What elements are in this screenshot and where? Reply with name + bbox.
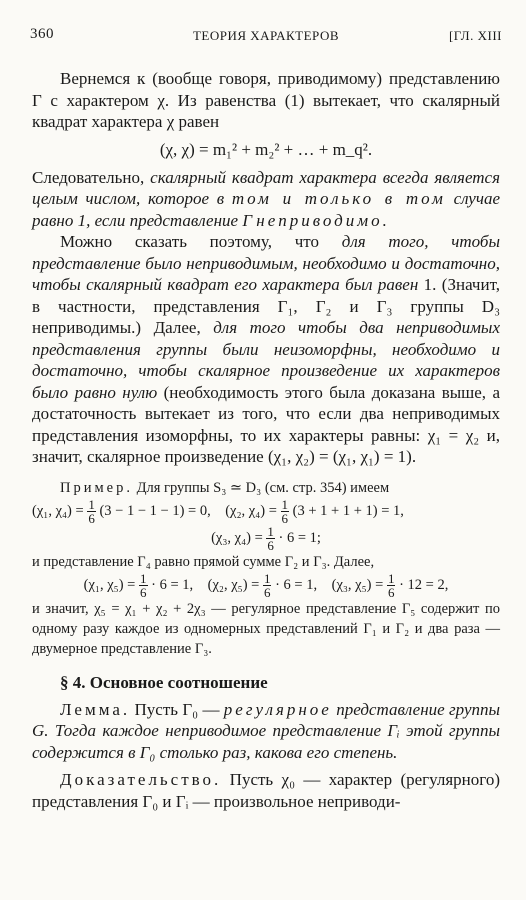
example-eq-row-1: (χ₁, χ₄) = $\frac{1}{6}$ (3 − 1 − 1 − 1) = 0, (χ₂, χ₄) = $\frac{1}{6}$ (3 + 1 + 1 + 1) = 1, (32, 496, 404, 526)
paragraph-3: Можно сказать поэтому, что для того, чтобы представление было неприводимым, необходимо и достаточно, чтобы скалярный квадрат его характера был равен 1. (Значит, в частности, представления Γ₁, Γ₂ и Γ₃ группы D₃ неприводимы.) Далее, для того чтобы два неприводимых представления группы были неизоморфны, необходимо и достаточно, чтобы скалярное произведение их характеров было равно нулю (необходимость этого была доказана выше, а достаточность вытекает из того, что если два неприводимых представления изоморфны, то их характеры равны: χ₁ = χ₂ и, значит, скалярное произведение (χ₁, χ₂) = (χ₁, χ₁) = 1). (32, 232, 500, 466)
lemma-statement: Лемма. Пусть Γ₀ — регулярное представление группы G. Тогда каждое неприводимое представление Γᵢ этой группы содержится в Γ₀ столько раз, какова его степень. (32, 699, 501, 762)
chapter-label: [ГЛ. XIII (448, 28, 502, 43)
example-eq-row-2: (χ₃, χ₄) = $\frac{1}{6}$ · 6 = 1; (211, 523, 321, 553)
section-heading: § 4. Основное соотношение (60, 672, 268, 692)
page-header (30, 26, 502, 48)
page-body (32, 68, 500, 812)
proof-start: Доказательство. Пусть χ₀ — характер (регулярного) представления Γ₀ и Γᵢ — произвольное неприводи- (32, 770, 500, 811)
formula-scalar-square: (χ, χ) = m₁² + m₂² + … + m_q². (159, 139, 373, 159)
running-title: ТЕОРИЯ ХАРАКТЕРОВ (192, 28, 340, 43)
paragraph-1: Вернемся к (вообще говоря, приводимому) представлению Γ с характером χ. Из равенства (1) вытекает, что скалярный квадрат характера χ равен (32, 69, 500, 131)
example-eq-row-3: (χ₁, χ₅) = $\frac{1}{6}$ · 6 = 1, (χ₂, χ₅) = $\frac{1}{6}$ · 6 = 1, (χ₃, χ₅) = $\frac{1}{6}$ · 12 = 2, (83, 570, 449, 600)
page-number: 360 (30, 26, 54, 42)
example-conclusion: и значит, χ₅ = χ₁ + χ₂ + 2χ₃ — регулярное представление Γ₅ содержит по одному разу каждое из одномерных представлений Γ₁ и Γ₂ и два раза — двумерное представление Γ₃. (32, 600, 500, 657)
example-mid-text: и представление Γ₄ равно прямой сумме Γ₂ и Γ₃. Далее, (32, 553, 375, 570)
paragraph-2: Следовательно, скалярный квадрат характера всегда является целым числом, которое в том и только в том случае равно 1, если представление Γ неприводимо. (32, 167, 501, 230)
example-intro: Пример. Для группы S₃ ≃ D₃ (см. стр. 354) имеем (60, 479, 390, 496)
